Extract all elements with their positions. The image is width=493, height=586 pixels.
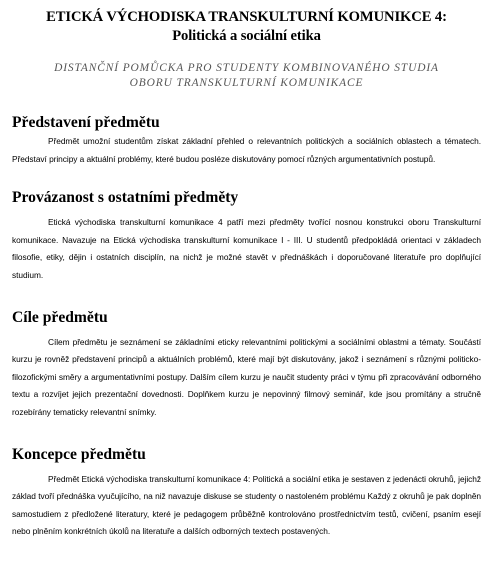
section-heading-koncepce: Koncepce předmětu [12,445,146,463]
section-paragraph-provazanost: Etická východiska transkulturní komunikace 4 patří mezi předměty tvořící nosnou konstrukci oboru Transkulturní komunikace. Navazuje na Etická východiska transkulturní komunikace I - III. U studentů předpokládá orientaci v základech filosofie, etiky, dějin i ostatních disciplín, na nichž je možné stavět v přednáškách i doporučované literatuře pro doplňující studium. [12,217,481,280]
section-paragraph-cile: Cílem předmětu je seznámení se základními eticky relevantními politickými a sociálními oblastmi a tématy. Součástí kurzu je rovněž představení principů a aktuálních problémů, které mají být diskutovány, jakož i seznámení s různými politicko-filozofickými směry a argumentativními postupy. Dalším cílem kurzu je naučit studenty práci v týmu při zpracovávání odborného textu a rozvíjet jejich prezentační dovednosti. Doplňkem kurzu je nepovinný filmový seminář, kde jsou promítány a stručně rozebírány tematicky relevantní snímky. [12,336,481,417]
document-title: ETICKÁ VÝCHODISKA TRANSKULTURNÍ KOMUNIKCE 4: Politická a sociální etika [46,9,447,44]
document-subtitle: DISTANČNÍ POMŮCKA PRO STUDENTY KOMBINOVANÉHO STUDIA OBORU TRANSKULTURNÍ KOMUNIKACE [54,62,439,89]
section-paragraph-predstaveni: Předmět umožní studentům získat základní přehled o relevantních politických a sociálních oblastech a tématech. Představí principy a aktuální problémy, které budou posléze diskutovány pomocí různých argumentativních postupů. [12,136,481,164]
section-heading-predstaveni: Představení předmětu [12,114,160,131]
section-heading-provazanost: Provázanost s ostatními předměty [12,189,239,207]
section-heading-cile: Cíle předmětu [12,308,108,326]
section-paragraph-koncepce: Předmět Etická východiska transkulturní komunikace 4: Politická a sociální etika je sestaven z jedenácti okruhů, jejichž základ tvoří přednáška vyučujícího, na niž navazuje diskuse se studenty o nastoleném problému Každý z okruhů je pak doplněn samostudiem z předložené literatury, které je pedagogem průběžně kontrolováno prostřednictvím testů, cvičení, psaním esejí nebo plněním konkrétních úkolů na literatuře a dalších odborných textech postavených. [12,473,481,537]
